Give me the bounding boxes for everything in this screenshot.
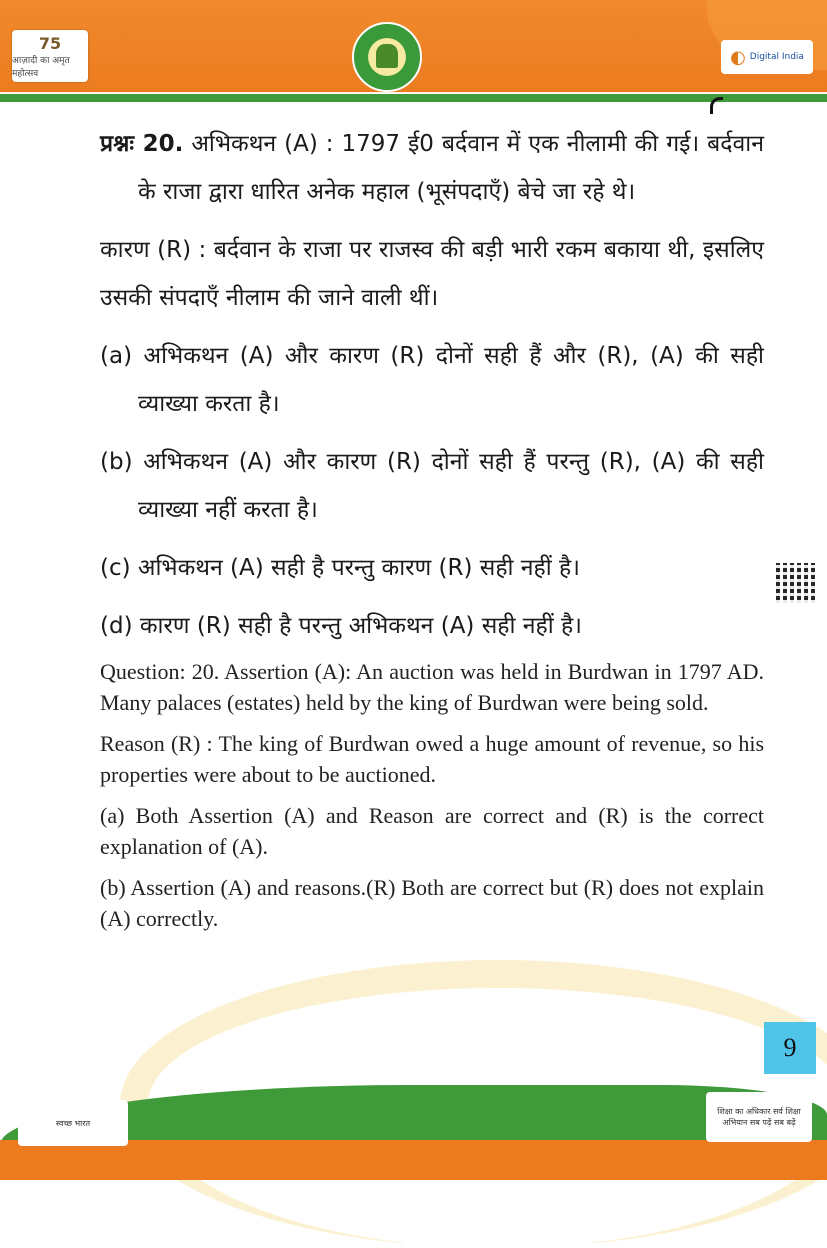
digital-india-logo: [721, 40, 813, 74]
qr-code: [776, 563, 816, 603]
hindi-option-a: (a) अभिकथन (A) और कारण (R) दोनों सही हैं और (R), (A) की सही व्याख्या करता है।: [100, 343, 764, 417]
board-seal-logo: [352, 22, 422, 92]
header-green-strip: [0, 94, 827, 102]
page-number: 9: [764, 1022, 816, 1074]
hindi-question-label: प्रश्नः 20.: [100, 131, 184, 157]
azadi-amrit-mahotsav-logo: [12, 30, 88, 82]
english-reason: Reason (R) : The king of Burdwan owed a huge amount of revenue, so his properties were about to be auctioned.: [100, 731, 764, 787]
hindi-assertion: अभिकथन (A) : 1797 ई0 बर्दवान में एक नीलामी की गई। बर्दवान के राजा द्वारा धारित अनेक महाल (भूसंपदाएँ) बेचे जा रहे थे।: [138, 131, 764, 205]
sarva-shiksha-text: शिक्षा का अधिकार सर्व शिक्षा अभियान सब पढ़ें सब बढ़ें: [717, 1107, 801, 1127]
english-question: Question: 20. Assertion (A): An auction was held in Burdwan in 1797 AD. Many palaces (estates) held by the king of Burdwan were being sold.: [100, 659, 764, 715]
scan-corner-mark: [710, 97, 723, 114]
question-content: [100, 120, 764, 944]
swachh-bharat-text: स्वच्छ भारत: [55, 1118, 91, 1128]
azadi-logo-number: 75: [38, 33, 62, 53]
hindi-option-b: (b) अभिकथन (A) और कारण (R) दोनों सही हैं परन्तु (R), (A) की सही व्याख्या नहीं करता है।: [100, 449, 764, 523]
azadi-logo-text: आज़ादी का अमृत महोत्सव: [12, 55, 70, 79]
hindi-option-c: (c) अभिकथन (A) सही है परन्तु कारण (R) सही नहीं है।: [100, 555, 580, 581]
digital-india-icon: ◐: [730, 46, 746, 68]
sarva-shiksha-logo: [706, 1092, 812, 1142]
hindi-reason: कारण (R) : बर्दवान के राजा पर राजस्व की बड़ी भारी रकम बकाया थी, इसलिए उसकी संपदाएँ नीलाम की जाने वाली थीं।: [100, 237, 764, 311]
swachh-bharat-logo: [18, 1100, 128, 1146]
hindi-question: [100, 120, 764, 216]
english-option-a: (a) Both Assertion (A) and Reason are correct and (R) is the correct explanation of (A).: [100, 803, 764, 859]
footer-orange-band: [0, 1140, 827, 1180]
hindi-option-d: (d) कारण (R) सही है परन्तु अभिकथन (A) सही नहीं है।: [100, 613, 582, 639]
digital-india-text: Digital India: [749, 52, 804, 62]
english-option-b: (b) Assertion (A) and reasons.(R) Both are correct but (R) does not explain (A) correctly.: [100, 875, 764, 931]
